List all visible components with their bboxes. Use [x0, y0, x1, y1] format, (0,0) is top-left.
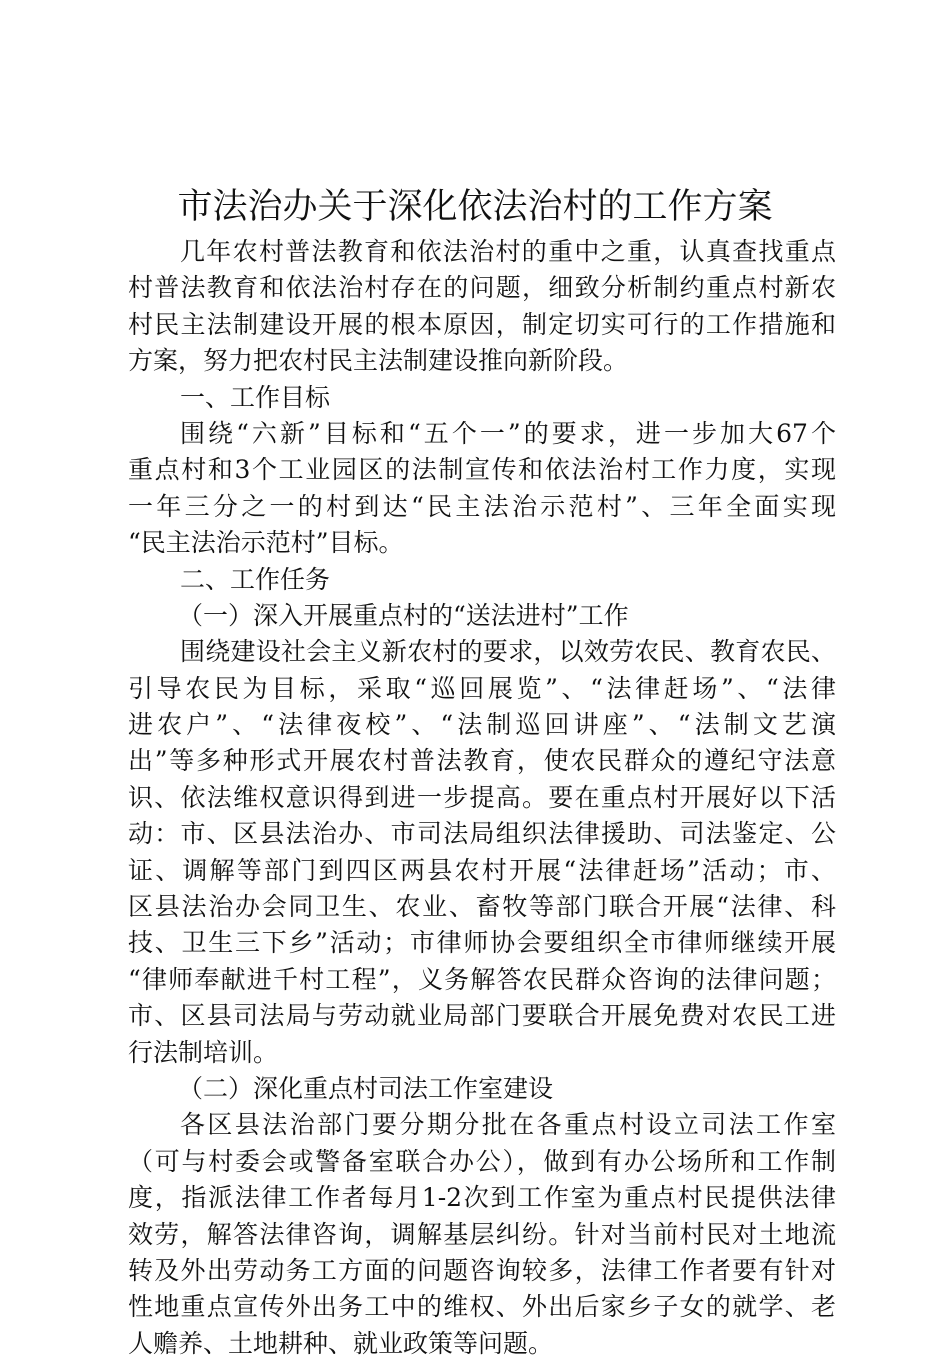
text-line: 技、卫生三下乡”活动；市律师协会要组织全市律师继续开展	[128, 928, 836, 958]
text-line: （一）深入开展重点村的“送法进村”工作	[178, 600, 629, 630]
text-line: （二）深化重点村司法工作室建设	[178, 1073, 554, 1103]
text-line: （可与村委会或警备室联合办公），做到有办公场所和工作制	[128, 1146, 836, 1176]
text-line: 引导农民为目标，采取“巡回展览”、“法律赶场”、“法律	[128, 673, 836, 703]
text-line: 几年农村普法教育和依法治村的重中之重，认真查找重点	[180, 237, 836, 266]
text-line: 区县法治办会同卫生、农业、畜牧等部门联合开展“法律、科	[128, 892, 836, 922]
text-line: 方案，努力把农村民主法制建设推向新阶段。	[128, 346, 629, 376]
text-line: “民主法治示范村”目标。	[128, 528, 404, 558]
text-line: 识、依法维权意识得到进一步提高。要在重点村开展好以下活	[128, 782, 836, 812]
text-line: 性地重点宣传外出务工中的维权、外出后家乡子女的就学、老	[128, 1292, 836, 1322]
text-line: 村普法教育和依法治村存在的问题，细致分析制约重点村新农	[128, 273, 836, 303]
text-line: 转及外出劳动务工方面的问题咨询较多，法律工作者要有针对	[128, 1255, 836, 1285]
text-line: 行法制培训。	[128, 1037, 279, 1067]
text-line: 效劳，解答法律咨询，调解基层纠纷。针对当前村民对土地流	[128, 1219, 836, 1249]
text-line: 二、工作任务	[180, 564, 331, 594]
text-line: 一、工作目标	[180, 382, 331, 412]
text-line: 进农户”、“法律夜校”、“法制巡回讲座”、“法制文艺演	[128, 710, 836, 740]
text-line: 出”等多种形式开展农村普法教育，使农民群众的遵纪守法意	[128, 746, 836, 776]
text-line: 村民主法制建设开展的根本原因，制定切实可行的工作措施和	[128, 309, 836, 339]
document-body	[128, 234, 836, 1362]
text-line: 各区县法治部门要分期分批在各重点村设立司法工作室	[180, 1110, 836, 1140]
text-line: 证、调解等部门到四区两县农村开展“法律赶场”活动；市、	[128, 855, 836, 885]
text-line: 人赡养、土地耕种、就业政策等问题。	[128, 1328, 554, 1358]
text-line: 重点村和3个工业园区的法制宣传和依法治村工作力度，实现	[128, 455, 836, 485]
text-line: 动：市、区县法治办、市司法局组织法律援助、司法鉴定、公	[128, 819, 836, 849]
text-line: “律师奉献进千村工程”，义务解答农民群众咨询的法律问题；	[128, 964, 836, 994]
text-line: 市、区县司法局与劳动就业局部门要联合开展免费对农民工进	[128, 1001, 836, 1031]
text-line: 围绕建设社会主义新农村的要求，以效劳农民、教育农民、	[180, 637, 836, 667]
text-line: 度，指派法律工作者每月1-2次到工作室为重点村民提供法律	[128, 1183, 836, 1213]
document-title: 市法治办关于深化依法治村的工作方案	[177, 187, 773, 227]
text-line: 围绕“六新”目标和“五个一”的要求，进一步加大67个	[180, 418, 836, 448]
text-line: 一年三分之一的村到达“民主法治示范村”、三年全面实现	[128, 491, 836, 521]
